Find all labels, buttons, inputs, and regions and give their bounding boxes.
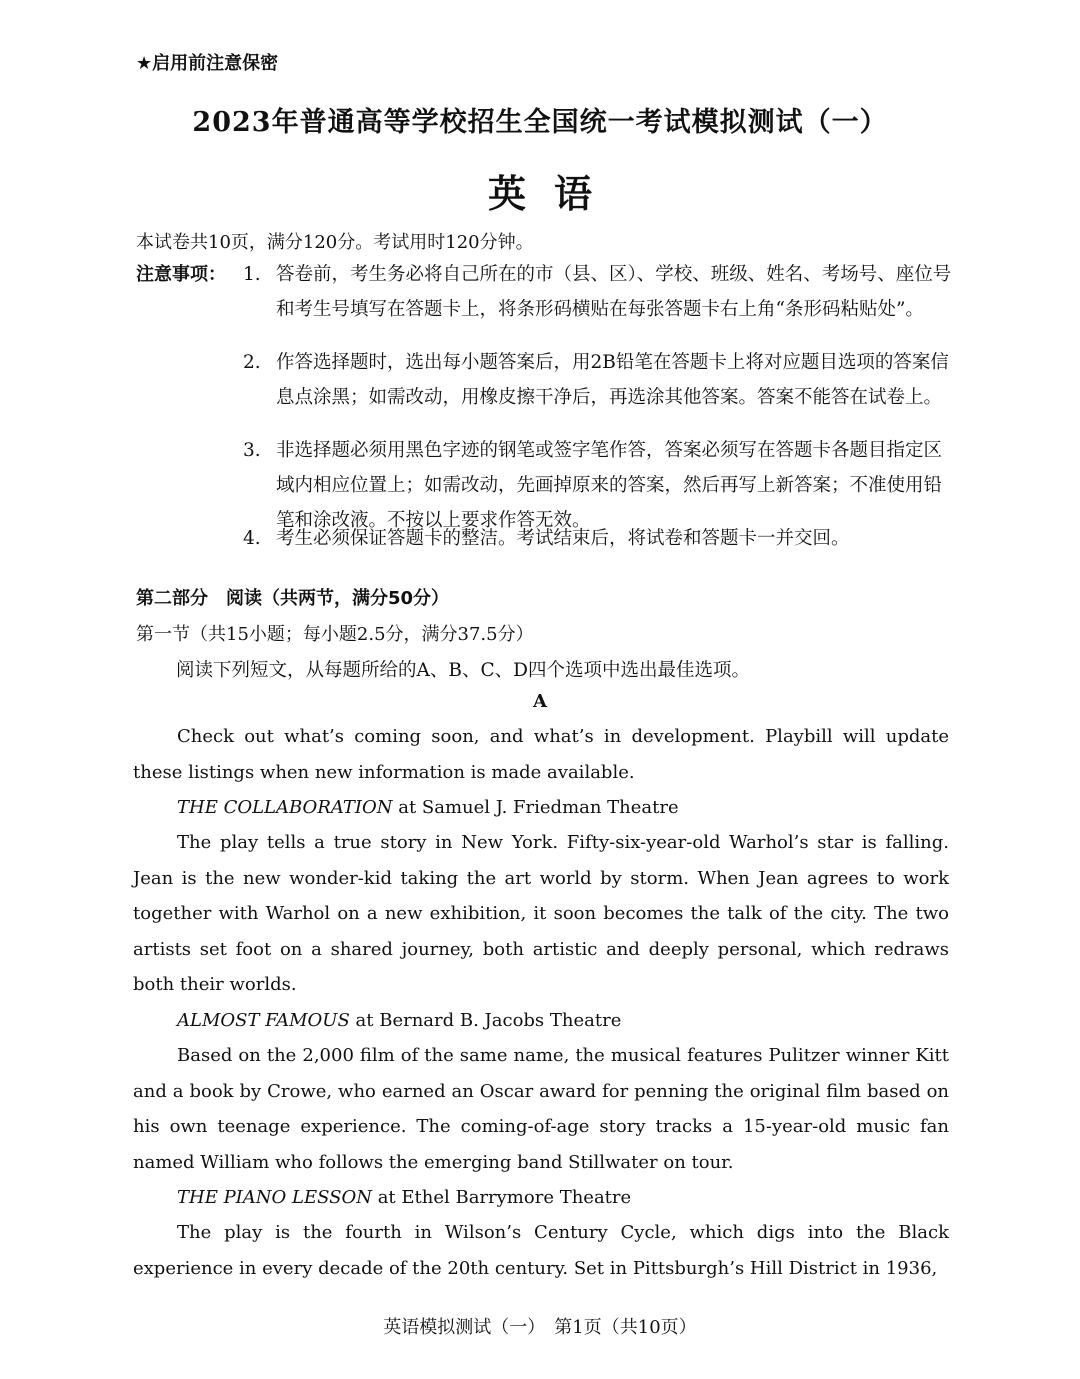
show-description: The play tells a true story in New York. Fifty-six-year-old Warhol’s star is falling. Jean is the new wonder-kid taking the art world by storm. When Jean agrees to work together with Warhol on a new exhibition, it soon becomes the talk of the city. The two artists set foot on a shared journey, both artistic and deeply personal, which redraws both their worlds.: [133, 832, 949, 995]
notice-item-text: 作答选择题时，选出每小题答案后，用2B铅笔在答题卡上将对应题目选项的答案信息点涂黑；如需改动，用橡皮擦干净后，再选涂其他答案。答案不能答在试卷上。: [276, 352, 949, 408]
show-description: Based on the 2,000 film of the same name, the musical features Pulitzer winner Kitt and a book by Crowe, who earned an Oscar award for penning the original film based on his own teenage experience. The coming-of-age story tracks a 15-year-old music fan named William who follows the emerging band Stillwater on tour.: [133, 1045, 949, 1173]
passage-intro: Check out what’s coming soon, and what’s in development. Playbill will update these listings when new information is made available.: [133, 726, 949, 783]
notice-item-number: 4.: [243, 528, 261, 549]
subject-title: 英语: [487, 172, 620, 216]
notice-item: [243, 345, 955, 415]
show-heading: [177, 797, 679, 818]
show-name: THE COLLABORATION: [177, 797, 393, 818]
show-description: The play is the fourth in Wilson’s Century Cycle, which digs into the Black experience in every decade of the 20th century. Set in Pittsburgh’s Hill District in 1936,: [133, 1222, 949, 1279]
notice-item-number: 3.: [243, 440, 261, 461]
notice-item: [243, 257, 955, 327]
notice-item-text: 答卷前，考生务必将自己所在的市（县、区）、学校、班级、姓名、考场号、座位号和考生号填写在答题卡上，将条形码横贴在每张答题卡右上角“条形码粘贴处”。: [276, 264, 952, 320]
exam-info: 本试卷共10页，满分120分。考试用时120分钟。: [136, 232, 534, 253]
notice-item-number: 2.: [243, 352, 261, 373]
notice-item: [243, 521, 955, 556]
part-title: 第二部分 阅读（共两节，满分50分）: [136, 588, 450, 609]
page-footer: 英语模拟测试（一） 第1页（共10页）: [383, 1317, 697, 1338]
show-heading: [177, 1187, 631, 1208]
show-name: THE PIANO LESSON: [177, 1187, 372, 1208]
show-venue: at Bernard B. Jacobs Theatre: [349, 1010, 622, 1031]
show-name: ALMOST FAMOUS: [177, 1010, 350, 1031]
notice-item-text: 非选择题必须用黑色字迹的钢笔或签字笔作答，答案必须写在答题卡各题目指定区域内相应位置上；如需改动，先画掉原来的答案，然后再写上新答案；不准使用铅笔和涂改液。不按以上要求作答无效。: [276, 440, 943, 531]
show-venue: at Ethel Barrymore Theatre: [371, 1187, 632, 1208]
section-title: 第一节（共15小题；每小题2.5分，满分37.5分）: [136, 624, 534, 645]
confidential-label: ★启用前注意保密: [136, 53, 279, 74]
notice-item-number: 1.: [243, 264, 261, 285]
exam-title: 2023年普通高等学校招生全国统一考试模拟测试（一）: [192, 107, 888, 138]
notice-item-text: 考生必须保证答题卡的整洁。考试结束后，将试卷和答题卡一并交回。: [276, 528, 850, 549]
notice-label: 注意事项：: [136, 264, 226, 285]
show-venue: at Samuel J. Friedman Theatre: [392, 797, 679, 818]
passage-label: A: [533, 691, 547, 712]
show-heading: [177, 1010, 621, 1031]
reading-instruction: 阅读下列短文，从每题所给的A、B、C、D四个选项中选出最佳选项。: [176, 660, 750, 681]
